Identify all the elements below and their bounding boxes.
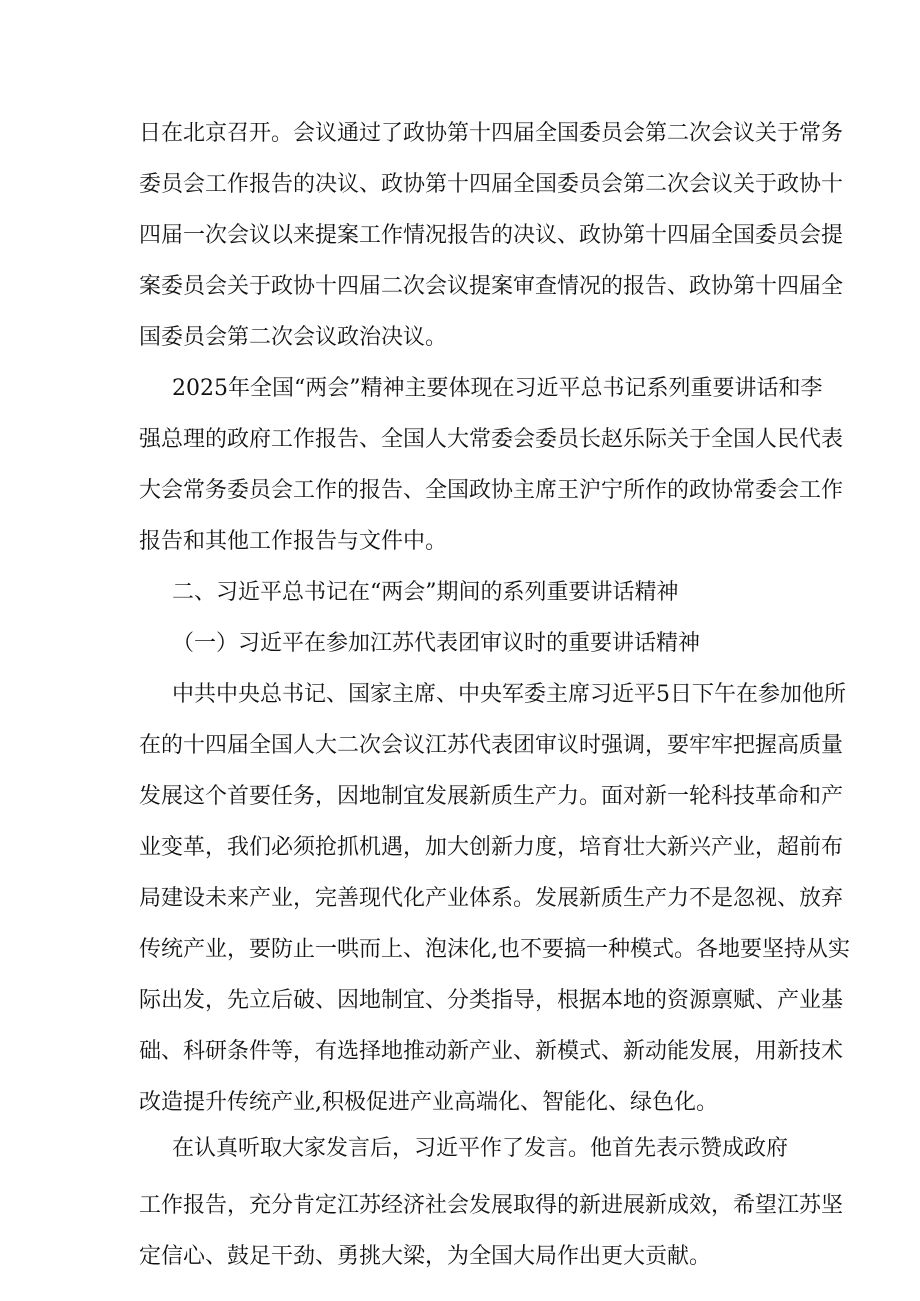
paragraph-1-line-3: 四届一次会议以来提案工作情况报告的决议、政协第十四届全国委员会提	[139, 223, 844, 248]
paragraph-2-line-2: 强总理的政府工作报告、全国人大常委会委员长赵乐际关于全国人民代表	[139, 427, 844, 452]
paragraph-3-line-8: 础、科研条件等，有选择地推动新产业、新模式、新动能发展，用新技术	[139, 1039, 844, 1064]
subsection-heading: （一）习近平在参加江苏代表团审议时的重要讲话精神	[172, 631, 701, 656]
paragraph-2-line-4: 报告和其他工作报告与文件中。	[139, 529, 448, 554]
paragraph-1-line-2: 委员会工作报告的决议、政协第十四届全国委员会第二次会议关于政协十	[139, 172, 844, 197]
paragraph-3-line-1: 中共中央总书记、国家主席、中央军委主席习近平5日下午在参加他所	[172, 682, 846, 707]
paragraph-3-line-6: 传统产业，要防止一哄而上、泡沫化,也不要搞一种模式。各地要坚持从实	[139, 937, 850, 962]
paragraph-3-line-9: 改造提升传统产业,积极促进产业高端化、智能化、绿色化。	[139, 1090, 718, 1115]
paragraph-2-line-1: 2025年全国“两会”精神主要体现在习近平总书记系列重要讲话和李	[172, 376, 823, 401]
section-heading: 二、习近平总书记在“两会”期间的系列重要讲话精神	[172, 580, 679, 605]
paragraph-1-line-5: 国委员会第二次会议政治决议。	[139, 325, 448, 350]
paragraph-4-line-3: 定信心、鼓足干劲、勇挑大梁，为全国大局作出更大贡献。	[139, 1244, 712, 1269]
paragraph-3-line-4: 业变革，我们必须抢抓机遇，加大创新力度，培育壮大新兴产业，超前布	[139, 835, 844, 860]
paragraph-3-line-7: 际出发，先立后破、因地制宜、分类指导，根据本地的资源禀赋、产业基	[139, 988, 844, 1013]
paragraph-2-line-3: 大会常务委员会工作的报告、全国政协主席王沪宁所作的政协常委会工作	[139, 478, 844, 503]
paragraph-1-line-1: 日在北京召开。会议通过了政协第十四届全国委员会第二次会议关于常务	[139, 121, 844, 146]
paragraph-4-line-1: 在认真听取大家发言后，习近平作了发言。他首先表示赞成政府	[172, 1136, 789, 1161]
paragraph-1-line-4: 案委员会关于政协十四届二次会议提案审查情况的报告、政协第十四届全	[139, 274, 844, 299]
paragraph-3-line-5: 局建设未来产业，完善现代化产业体系。发展新质生产力不是忽视、放弃	[139, 886, 844, 911]
paragraph-3-line-3: 发展这个首要任务，因地制宜发展新质生产力。面对新一轮科技革命和产	[139, 784, 844, 809]
paragraph-3-line-2: 在的十四届全国人大二次会议江苏代表团审议时强调，要牢牢把握高质量	[139, 733, 844, 758]
paragraph-4-line-2: 工作报告，充分肯定江苏经济社会发展取得的新进展新成效，希望江苏坚	[139, 1193, 844, 1218]
